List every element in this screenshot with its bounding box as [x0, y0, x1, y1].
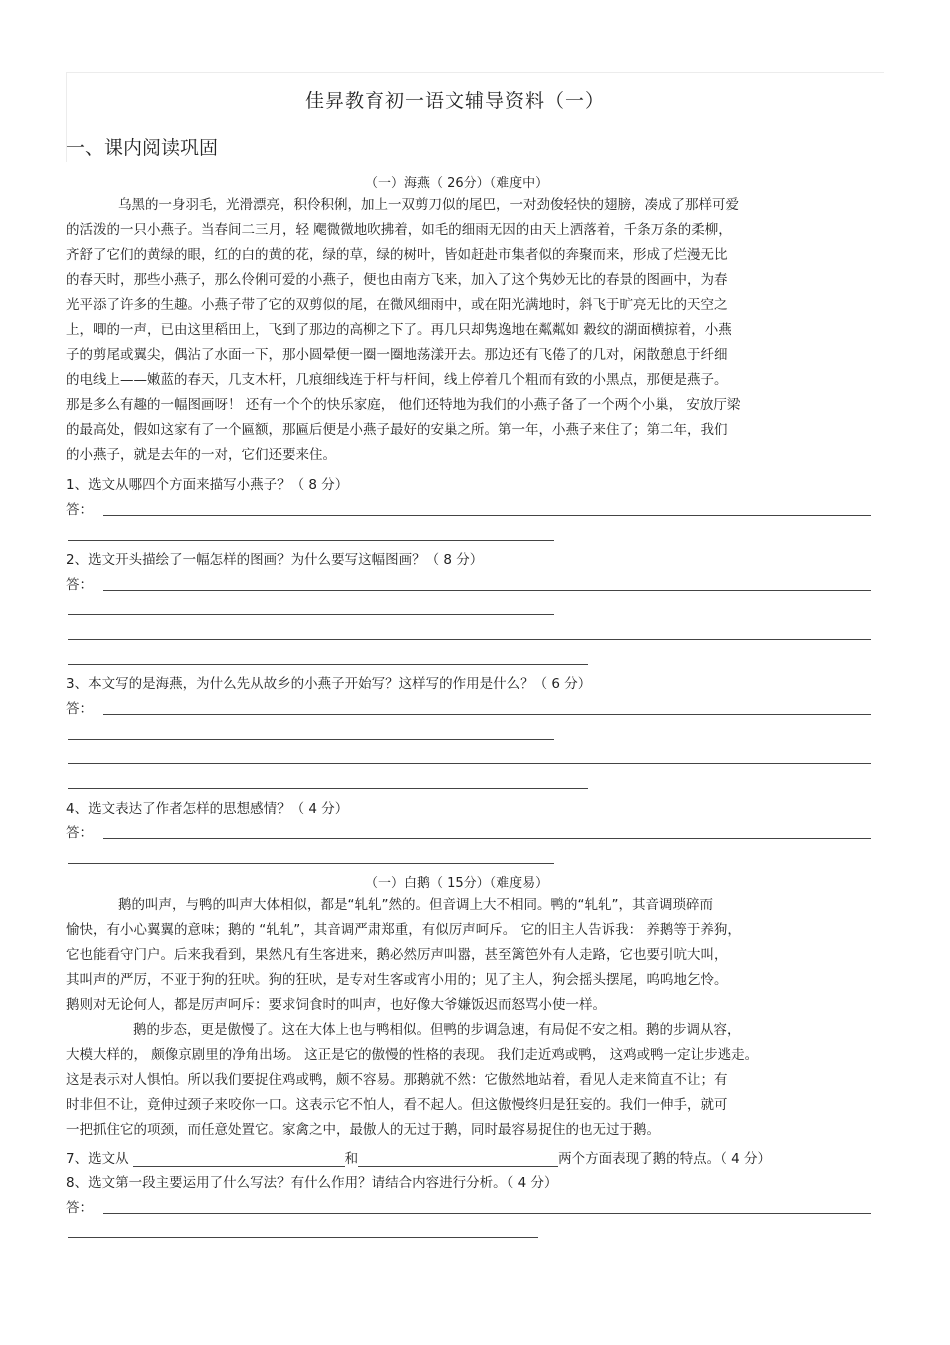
passage2-line: 鹅的叫声，与鸭的叫声大体相似，都是“轧轧”然的。但音调上大不相同。鸭的“轧轧”，其音调琐碎而: [118, 897, 713, 913]
answer-label: 答：: [66, 701, 93, 717]
question-7-suffix: 两个方面表现了鹅的特点。（ 4 分）: [558, 1151, 772, 1167]
passage1-line: 光平添了许多的生趣。小燕子带了它的双剪似的尾，在微风细雨中，或在阳光满地时，斜飞于旷亮无比的天空之: [66, 297, 728, 313]
answer-label: 答：: [66, 1200, 93, 1216]
answer-line[interactable]: [103, 1213, 871, 1214]
answer-line[interactable]: [103, 714, 871, 715]
answer-line[interactable]: [68, 788, 588, 789]
passage2-line: 鹅则对无论何人，都是厉声呵斥：要求饲食时的叫声，也好像大爷嫌饭迟而怒骂小使一样。: [66, 997, 606, 1013]
passage1-line: 的春天时，那些小燕子，那么伶俐可爱的小燕子，便也由南方飞来，加入了这个隽妙无比的春景的图画中，为春: [66, 272, 728, 288]
fill-blank-2[interactable]: [358, 1152, 558, 1167]
answer-label: 答：: [66, 502, 93, 518]
question-2: 2、选文开头描绘了一幅怎样的图画？为什么要写这幅图画？（ 8 分）: [66, 552, 484, 568]
answer-line[interactable]: [103, 590, 871, 591]
answer-line[interactable]: [103, 838, 871, 839]
passage2-heading: （一）白鹅（ 15分）（难度易）: [365, 876, 549, 891]
answer-line[interactable]: [68, 863, 554, 864]
passage1-line: 上，唧的一声，已由这里稻田上，飞到了那边的高柳之下了。再几只却隽逸地在粼粼如 縠纹的湖面横掠着，小燕: [66, 322, 732, 338]
answer-line[interactable]: [68, 763, 871, 764]
answer-line[interactable]: [68, 614, 554, 615]
question-7-prefix: 7、选文从: [66, 1151, 129, 1167]
answer-line[interactable]: [68, 540, 554, 541]
passage2-line: 愉快，有小心翼翼的意味；鹅的 “轧轧”，其音调严肃郑重，有似厉声呵斥。 它的旧主人告诉我： 养鹅等于养狗，: [66, 922, 741, 938]
answer-line[interactable]: [68, 739, 554, 740]
passage2-line: 时非但不让，竟伸过颈子来咬你一口。这表示它不怕人，看不起人。但这傲慢终归是狂妄的。我们一伸手，就可: [66, 1097, 728, 1113]
answer-label: 答：: [66, 825, 93, 841]
answer-line[interactable]: [103, 515, 871, 516]
passage1-heading: （一）海燕（ 26分）（难度中）: [365, 176, 549, 191]
passage1-line: 的小燕子，就是去年的一对，它们还要来住。: [66, 447, 336, 463]
answer-line[interactable]: [68, 639, 871, 640]
fill-blank-1[interactable]: [133, 1152, 345, 1167]
section-heading: 一、课内阅读巩固: [66, 137, 219, 159]
passage1-line: 的电线上——嫩蓝的春天，几支木杆，几痕细线连于杆与杆间，线上停着几个粗而有致的小黑点，那便是燕子。: [66, 372, 728, 388]
page-title: 佳昇教育初一语文辅导资料（一）: [305, 90, 606, 112]
passage1-line: 齐舒了它们的黄绿的眼，红的白的黄的花，绿的草，绿的树叶，皆如赶赴市集者似的奔聚而来，形成了烂漫无比: [66, 247, 728, 263]
question-1: 1、选文从哪四个方面来描写小燕子？（ 8 分）: [66, 477, 349, 493]
answer-line[interactable]: [68, 1237, 538, 1238]
passage1-line: 的最高处，假如这家有了一个匾额，那匾后便是小燕子最好的安巢之所。第一年，小燕子来住了；第二年，我们: [66, 422, 728, 438]
passage1-line: 子的剪尾或翼尖，偶沾了水面一下，那小圆晕便一圈一圈地荡漾开去。那边还有飞倦了的几对，闲散憩息于纤细: [66, 347, 728, 363]
question-3: 3、本文写的是海燕，为什么先从故乡的小燕子开始写？这样写的作用是什么？（ 6 分）: [66, 676, 592, 692]
passage1-line: 那是多么有趣的一幅图画呀！ 还有一个个的快乐家庭， 他们还特地为我们的小燕子备了一个两个小巢， 安放厅梁: [66, 397, 741, 413]
passage1-line: 乌黑的一身羽毛，光滑漂亮，积伶积俐，加上一双剪刀似的尾巴，一对劲俊轻快的翅膀，凑成了那样可爱: [118, 197, 739, 213]
question-4: 4、选文表达了作者怎样的思想感情？（ 4 分）: [66, 801, 349, 817]
question-7: [66, 1147, 771, 1167]
passage2-line: 一把抓住它的项颈，而任意处置它。家禽之中，最傲人的无过于鹅，同时最容易捉住的也无过于鹅。: [66, 1122, 660, 1138]
answer-label: 答：: [66, 577, 93, 593]
passage2-line: 它也能看守门户。后来我看到，果然凡有生客进来，鹅必然厉声叫嚣，甚至篱笆外有人走路，它也要引吭大叫，: [66, 947, 728, 963]
page-border-top: [66, 72, 884, 73]
answer-line[interactable]: [68, 664, 588, 665]
question-8: 8、选文第一段主要运用了什么写法？有什么作用？请结合内容进行分析。（ 4 分）: [66, 1175, 558, 1191]
passage2-line: 鹅的步态，更是傲慢了。这在大体上也与鸭相似。但鸭的步调急速，有局促不安之相。鹅的步调从容，: [133, 1022, 741, 1038]
question-7-mid: 和: [344, 1151, 359, 1167]
passage2-line: 大模大样的， 颇像京剧里的净角出场。 这正是它的傲慢的性格的表现。 我们走近鸡或鸭， 这鸡或鸭一定让步逃走。: [66, 1047, 759, 1063]
passage2-line: 这是表示对人惧怕。所以我们要捉住鸡或鸭，颇不容易。那鹅就不然：它傲然地站着，看见人走来简直不让；有: [66, 1072, 728, 1088]
passage2-line: 其叫声的严厉，不亚于狗的狂吠。狗的狂吠，是专对生客或宵小用的；见了主人，狗会摇头摆尾，呜呜地乞怜。: [66, 972, 728, 988]
passage1-line: 的活泼的一只小燕子。当春间二三月，轻 飔微微地吹拂着，如毛的细雨无因的由天上洒落着，千条万条的柔柳，: [66, 222, 732, 238]
